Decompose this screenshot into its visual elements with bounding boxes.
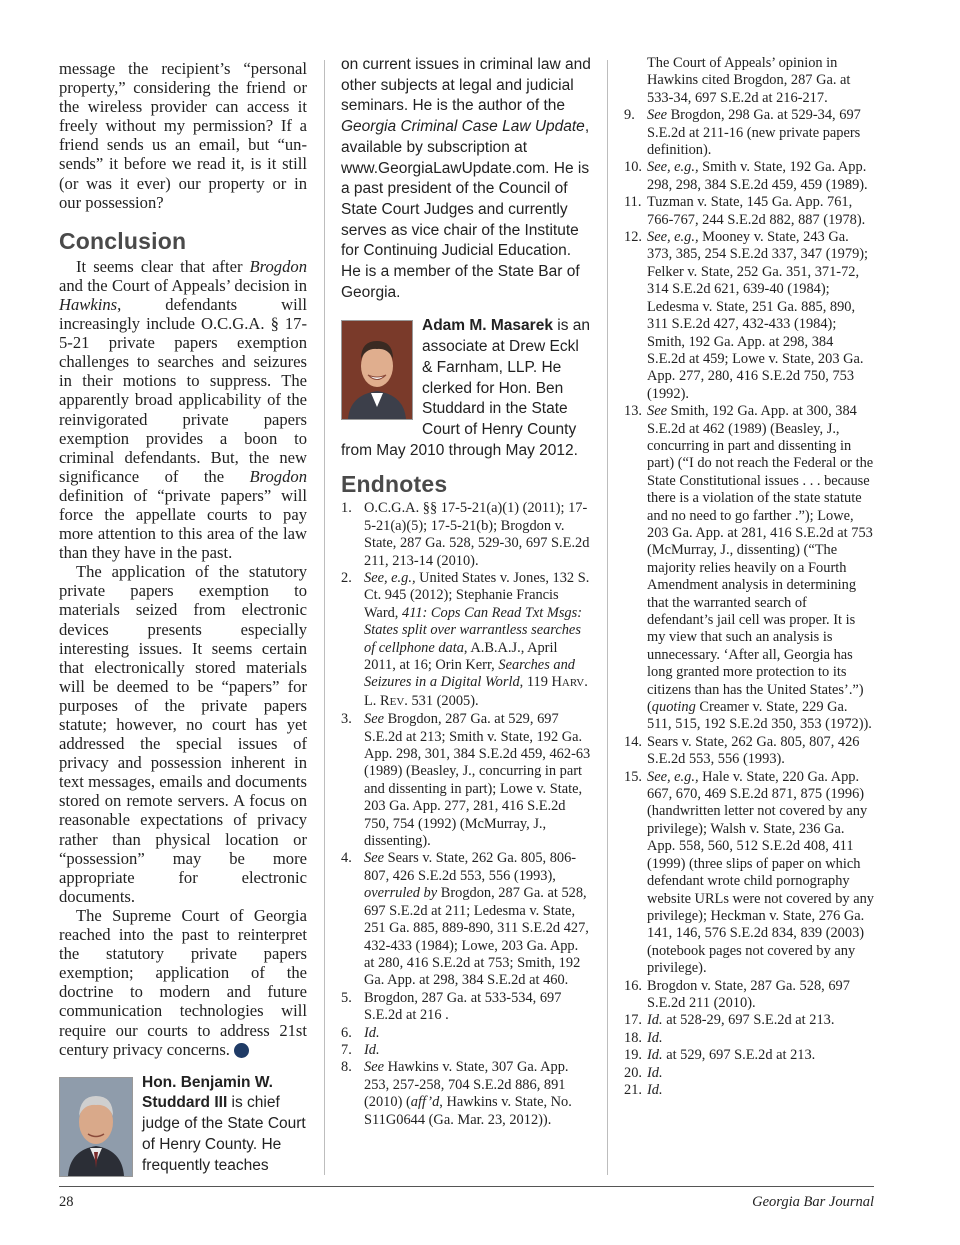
endnote-text: Id. at 529, 697 S.E.2d at 213. <box>647 1047 816 1064</box>
endnote-number: 15. <box>624 768 642 785</box>
endnote-number: 20. <box>624 1064 642 1081</box>
endnote-item <box>624 55 874 107</box>
endnote-text: Id. at 528-29, 697 S.E.2d at 213. <box>647 1012 835 1029</box>
endnote-item <box>624 1065 874 1082</box>
endnote-text: Brogdon, 287 Ga. at 533-534, 697 S.E.2d at 216 . <box>364 989 562 1024</box>
endnote-number: 2. <box>341 569 352 586</box>
endnote-number: 9. <box>624 107 635 124</box>
endnote-item <box>624 1012 874 1029</box>
endnote-text: See Sears v. State, 262 Ga. 805, 806-807, 426 S.E.2d 553, 556 (1993), overruled by Brogdon, 287 Ga. at 528, 697 S.E.2d at 211; Ledesma v. State, 251 Ga. 885, 889-890, 311 S.E.2d 427, 432-433 (1984); Lowe, 203 Ga. App. at 280, 416 S.E.2d at 753; Smith, 192 Ga. App. at 298, 384 S.E.2d at 460. <box>364 850 589 989</box>
endnote-text: Id. <box>647 1029 663 1046</box>
endnote-item <box>341 1059 591 1129</box>
conclusion-paragraph-2: The application of the statutory private papers exemption to materials seized from electronic devices presents especially interesting issues. It seems certain that electronically stored materials will be deemed to be “papers” for purposes of the private papers statute; however, no court has yet addressed the special issues of privacy and possession inherent in text messages, emails and documents stored on remote servers. A focus on reasonable expectations of privacy rather than physical location or “possession” may be more appropriate for electronic documents. <box>59 562 307 906</box>
column-3 <box>624 55 874 1099</box>
endnote-text: See, e.g., Smith v. State, 192 Ga. App. 298, 298, 384 S.E.2d 459, 459 (1989). <box>647 159 868 193</box>
endnote-text: See Brogdon, 287 Ga. at 529, 697 S.E.2d at 213; Smith v. State, 192 Ga. App. 298, 301, 384 S.E.2d 459, 462-63 (1989) (Beasley, J., concurring in part and dissenting in part); Lowe v. State, 203 Ga. App. 277, 281, 416 S.E.2d 750, 754 (1992) (McMurray, J., dissenting). <box>364 711 591 850</box>
endnote-text: Sears v. State, 262 Ga. 805, 807, 426 S.E.2d 553, 556 (1993). <box>647 733 860 768</box>
endnote-number: 17. <box>624 1012 642 1029</box>
endnote-number: 19. <box>624 1047 642 1064</box>
endnote-item <box>624 1047 874 1064</box>
endnote-item <box>624 107 874 159</box>
endnote-item <box>624 194 874 229</box>
endnote-item <box>624 159 874 194</box>
endnote-number: 12. <box>624 229 642 246</box>
endnote-item <box>341 1025 591 1042</box>
endnote-text: The Court of Appeals’ opinion in Hawkins cited Brogdon, 287 Ga. at 533-34, 697 S.E.2d at 216-217. <box>647 55 851 106</box>
column-divider <box>607 60 608 1175</box>
endnote-text: O.C.G.A. §§ 17-5-21(a)(1) (2011); 17-5-21(a)(5); 17-5-21(b); Brogdon v. State, 287 Ga. 528, 529-30, 697 S.E.2d 211, 213-14 (2010). <box>364 500 590 569</box>
endnote-number: 21. <box>624 1081 642 1098</box>
endnote-text: Id. <box>364 1024 380 1041</box>
endnote-number: 16. <box>624 977 642 994</box>
author-photo-studdard <box>59 1077 133 1177</box>
endnote-item <box>341 500 591 570</box>
conclusion-heading: Conclusion <box>59 227 187 254</box>
endnote-item <box>624 1030 874 1047</box>
endnotes-list-part-1 <box>341 500 591 1129</box>
endnote-number: 7. <box>341 1041 352 1058</box>
author-bio-studdard: Hon. Benjamin W. Studdard III is chief judge of the State Court of Henry County. He frequently teaches <box>59 1073 307 1177</box>
endnote-number: 6. <box>341 1024 352 1041</box>
endnote-number: 18. <box>624 1029 642 1046</box>
endnote-item <box>341 850 591 989</box>
endnote-text: See Smith, 192 Ga. App. at 300, 384 S.E.2d at 462 (1989) (Beasley, J., concurring in part and dissenting in part) (“I do not reach the Federal or the State Constitutional issues . . . because there is a violation of the state statute and no need to go farther .”); Lowe, 203 Ga. App. at 281, 416 S.E.2d at 753 (McMurray, J., dissenting) (“The majority relies heavily on a Fourth Amendment analysis in determining that the warranted search of defendant’s jail cell was proper. It is my view that such an analysis is unnecessary. ‘After all, Georgia has long granted more protection to its citizens than has the United States’.”) (quoting Creamer v. State, 229 Ga. 511, 515, 192 S.E.2d 350, 353 (1972)). <box>647 403 874 733</box>
endnote-text: Id. <box>364 1041 380 1058</box>
endnote-item <box>624 1082 874 1099</box>
endnote-item <box>341 711 591 850</box>
endnote-text: Id. <box>647 1081 663 1098</box>
endnotes-list-part-2 <box>624 55 874 1099</box>
endnote-text: Brogdon v. State, 287 Ga. 528, 697 S.E.2d 211 (2010). <box>647 977 850 1011</box>
endnote-item <box>624 978 874 1013</box>
endnote-item <box>341 1042 591 1059</box>
bio-name-studdard: Hon. Benjamin W. Studdard III <box>142 1073 273 1112</box>
endnote-number: 11. <box>624 194 642 211</box>
conclusion-paragraph-3: The Supreme Court of Georgia reached into the past to reinterpret the statutory private papers exemption; application of the doctrine to modern and future communication technologies will require our courts to address 21st century privacy concerns. GBJ <box>59 905 307 1059</box>
endnote-item <box>624 769 874 978</box>
endnote-text: See, e.g., Hale v. State, 220 Ga. App. 667, 670, 469 S.E.2d 871, 875 (1996) (handwritten letter not covered by any privilege); Walsh v. State, 236 Ga. App. 558, 560, 512 S.E.2d 408, 411 (1999) (three slips of paper on which defendant wrote child pornography website URLs were not covered by any privilege); Heckman v. State, 276 Ga. 141, 146, 576 S.E.2d 834, 839 (2003) (notebook pages not covered by any privilege). <box>647 768 874 977</box>
endnote-item <box>624 734 874 769</box>
endnote-text: Tuzman v. State, 145 Ga. App. 761, 766-767, 244 S.E.2d 882, 887 (1978). <box>647 194 866 228</box>
endnote-number: 3. <box>341 711 352 728</box>
gbj-end-mark-icon: GBJ <box>234 1043 249 1058</box>
journal-title: Georgia Bar Journal <box>752 1194 874 1210</box>
column-2 <box>341 55 591 1129</box>
author-bio-studdard-continued: on current issues in criminal law and other subjects at legal and judicial seminars. He is the author of the Georgia Criminal Case Law Update, available by subscription at www.GeorgiaLawUpdate.com. He is a past president of the Council of State Court Judges and currently serves as vice chair of the Institute for Continuing Judicial Education. He is a member of the State Bar of Georgia. <box>341 56 591 301</box>
endnote-number: 4. <box>341 850 352 867</box>
endnote-number: 10. <box>624 159 642 176</box>
endnote-text: See Brogdon, 298 Ga. at 529-34, 697 S.E.2d at 211-16 (new private papers definition). <box>647 107 861 159</box>
endnote-text: Id. <box>647 1064 663 1081</box>
endnote-item <box>341 570 591 711</box>
endnote-item <box>624 229 874 403</box>
endnote-item <box>341 990 591 1025</box>
page-number: 28 <box>59 1194 74 1210</box>
page-footer <box>59 1186 874 1210</box>
endnote-item <box>624 403 874 734</box>
endnote-number: 5. <box>341 989 352 1006</box>
author-photo-masarek <box>341 320 413 420</box>
endnote-text: See Hawkins v. State, 307 Ga. App. 253, 257-258, 704 S.E.2d 886, 891 (2010) (aff’d, Hawkins v. State, No. S11G0644 (Ga. Mar. 23, 2012)). <box>364 1059 572 1128</box>
author-bio-masarek: Adam M. Masarek is an associate at Drew Eckl & Farnham, LLP. He clerked for Hon. Ben Studdard in the State Court of Henry County from May 2010 through May 2012. <box>341 317 591 459</box>
column-1 <box>59 55 307 1179</box>
bio-name-masarek: Adam M. Masarek <box>422 317 553 335</box>
endnote-text: See, e.g., United States v. Jones, 132 S. Ct. 945 (2012); Stephanie Francis Ward, 411: Cops Can Read Txt Msgs: States split over warrantless searches of cellphone data, A.B.A.J., April 2011, at 16; Orin Kerr, Searches and Seizures in a Digital World, 119 HARV. L. REV. 531 (2005). <box>364 569 590 709</box>
endnote-number: 8. <box>341 1059 352 1076</box>
endnote-number: 1. <box>341 500 352 517</box>
column-divider <box>324 60 325 1175</box>
endnotes-heading: Endnotes <box>341 471 448 498</box>
endnote-text: See, e.g., Mooney v. State, 243 Ga. 373, 385, 254 S.E.2d 337, 347 (1979); Felker v. State, 252 Ga. 351, 371-72, 314 S.E.2d 621, 639-40 (1984); Ledesma v. State, 251 Ga. 885, 890, 311 S.E.2d 427, 432-433 (1984); Smith, 192 Ga. App. at 298, 384 S.E.2d at 459; Lowe v. State, 203 Ga. App. 277, 280, 416 S.E.2d 750, 753 (1992). <box>647 229 869 402</box>
conclusion-paragraph-1: It seems clear that after Brogdon and the Court of Appeals’ decision in Hawkins, defendants will increasingly include O.C.G.A. § 17-5-21 private papers exemption challenges to searches and seizures in their motions to suppress. The apparently broad applicability of the reinvigorated private papers exemption provides a boon to criminal defendants. But, the new significance of the Brogdon definition of “private papers” will force the appellate courts to pay more attention to this area of the law than they have in the past. <box>59 256 307 563</box>
intro-paragraph: message the recipient’s “personal property,” considering the friend or the wireless provider can access it freely without my permission? If a friend sends us an email, but “un-sends” it before we read it, is it still (or was it ever) our property or in our possession? <box>59 59 307 212</box>
endnote-number: 13. <box>624 403 642 420</box>
endnote-number: 14. <box>624 733 642 750</box>
